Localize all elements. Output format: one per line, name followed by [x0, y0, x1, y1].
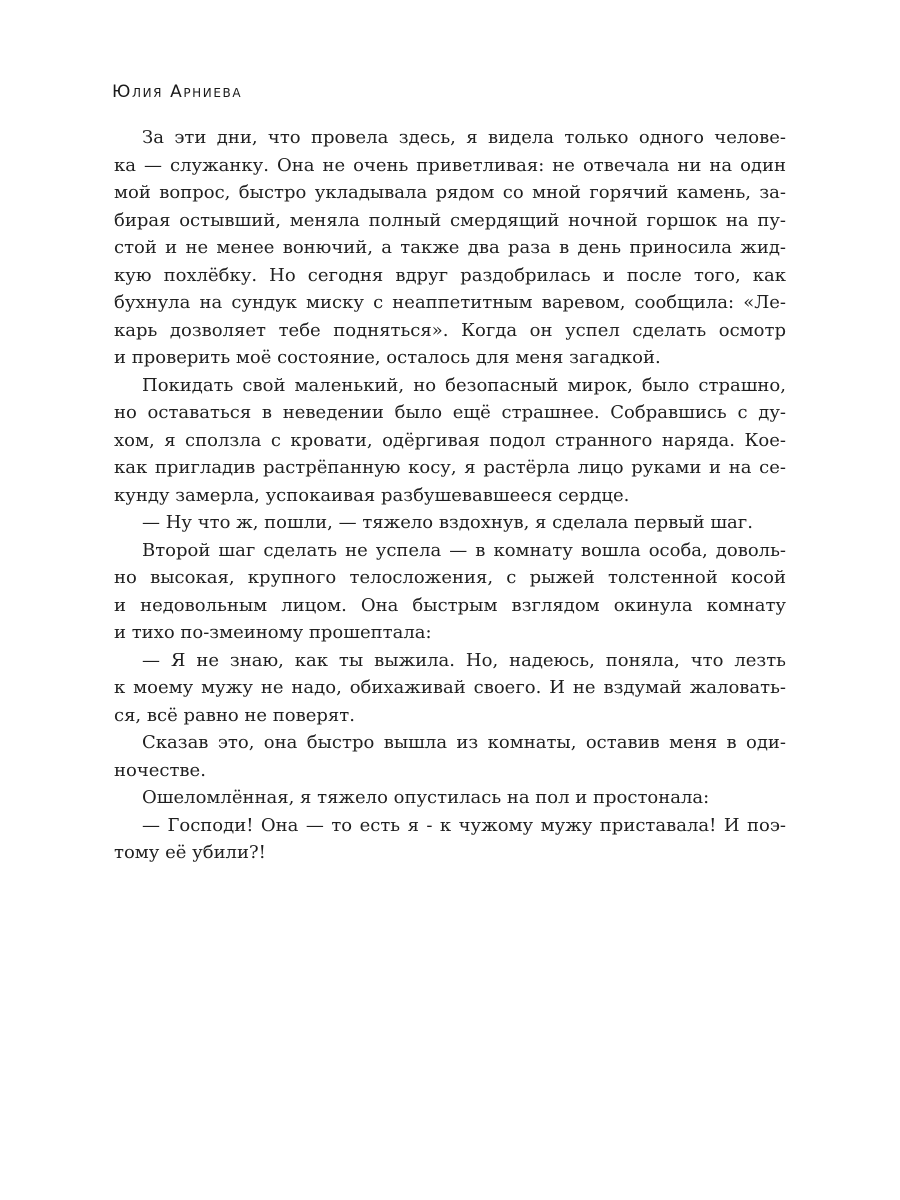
- text-line: Сказав это, она быстро вышла из комнаты, оставив меня в оди-: [142, 732, 786, 753]
- text-line: карь дозволяет тебе подняться». Когда он успел сделать осмотр: [114, 319, 786, 341]
- text-line: и тихо по-змеиному прошептала:: [114, 622, 432, 643]
- text-line: кунду замерла, успокаивая разбушевавшееся сердце.: [114, 484, 630, 506]
- text-line: к моему мужу не надо, обихаживай своего. И не вздумай жаловать-: [114, 677, 786, 698]
- text-line: бухнула на сундук миску с неаппетитным варевом, сообщила: «Ле-: [114, 292, 786, 313]
- text-line: но оставаться в неведении было ещё страшнее. Собравшись с ду-: [114, 402, 786, 423]
- text-line: но высокая, крупного телосложения, с рыжей толстенной косой: [114, 567, 786, 588]
- text-line: стой и не менее вонючий, а также два раза в день приносила жид-: [114, 237, 786, 258]
- text-line: мой вопрос, быстро укладывала рядом со мной горячий камень, за-: [114, 182, 786, 203]
- text-line: кую похлёбку. Но сегодня вдруг раздобрилась и после того, как: [114, 264, 786, 286]
- text-line: и недовольным лицом. Она быстрым взглядом окинула комнату: [114, 594, 786, 616]
- text-line: бирая остывший, меняла полный смердящий ночной горшок на пу-: [114, 209, 786, 231]
- text-line: — Господи! Она — то есть я - к чужому мужу приставала! И поэ-: [142, 814, 786, 836]
- text-line: как пригладив растрёпанную косу, я растёрла лицо руками и на се-: [114, 457, 786, 478]
- text-line: — Ну что ж, пошли, — тяжело вздохнув, я сделала первый шаг.: [142, 512, 753, 533]
- body-text: [114, 124, 786, 867]
- text-line: Второй шаг сделать не успела — в комнату вошла особа, доволь-: [142, 539, 786, 561]
- text-line: ка — служанку. Она не очень приветливая: не отвечала ни на один: [114, 154, 786, 176]
- text-line: тому её убили?!: [114, 842, 266, 863]
- running-head-author: Юлия Арниева: [112, 82, 243, 102]
- text-line: Ошеломлённая, я тяжело опустилась на пол и простонала:: [142, 787, 710, 808]
- text-line: Покидать свой маленький, но безопасный мирок, было страшно,: [142, 374, 786, 396]
- text-line: — Я не знаю, как ты выжила. Но, надеюсь, поняла, что лезть: [142, 649, 786, 671]
- text-line: хом, я сползла с кровати, одёргивая подол странного наряда. Кое-: [114, 429, 786, 451]
- text-line: За эти дни, что провела здесь, я видела только одного челове-: [142, 127, 786, 148]
- text-line: и проверить моё состояние, осталось для меня загадкой.: [114, 347, 661, 368]
- text-line: ночестве.: [114, 759, 206, 781]
- text-line: ся, всё равно не поверят.: [114, 704, 355, 726]
